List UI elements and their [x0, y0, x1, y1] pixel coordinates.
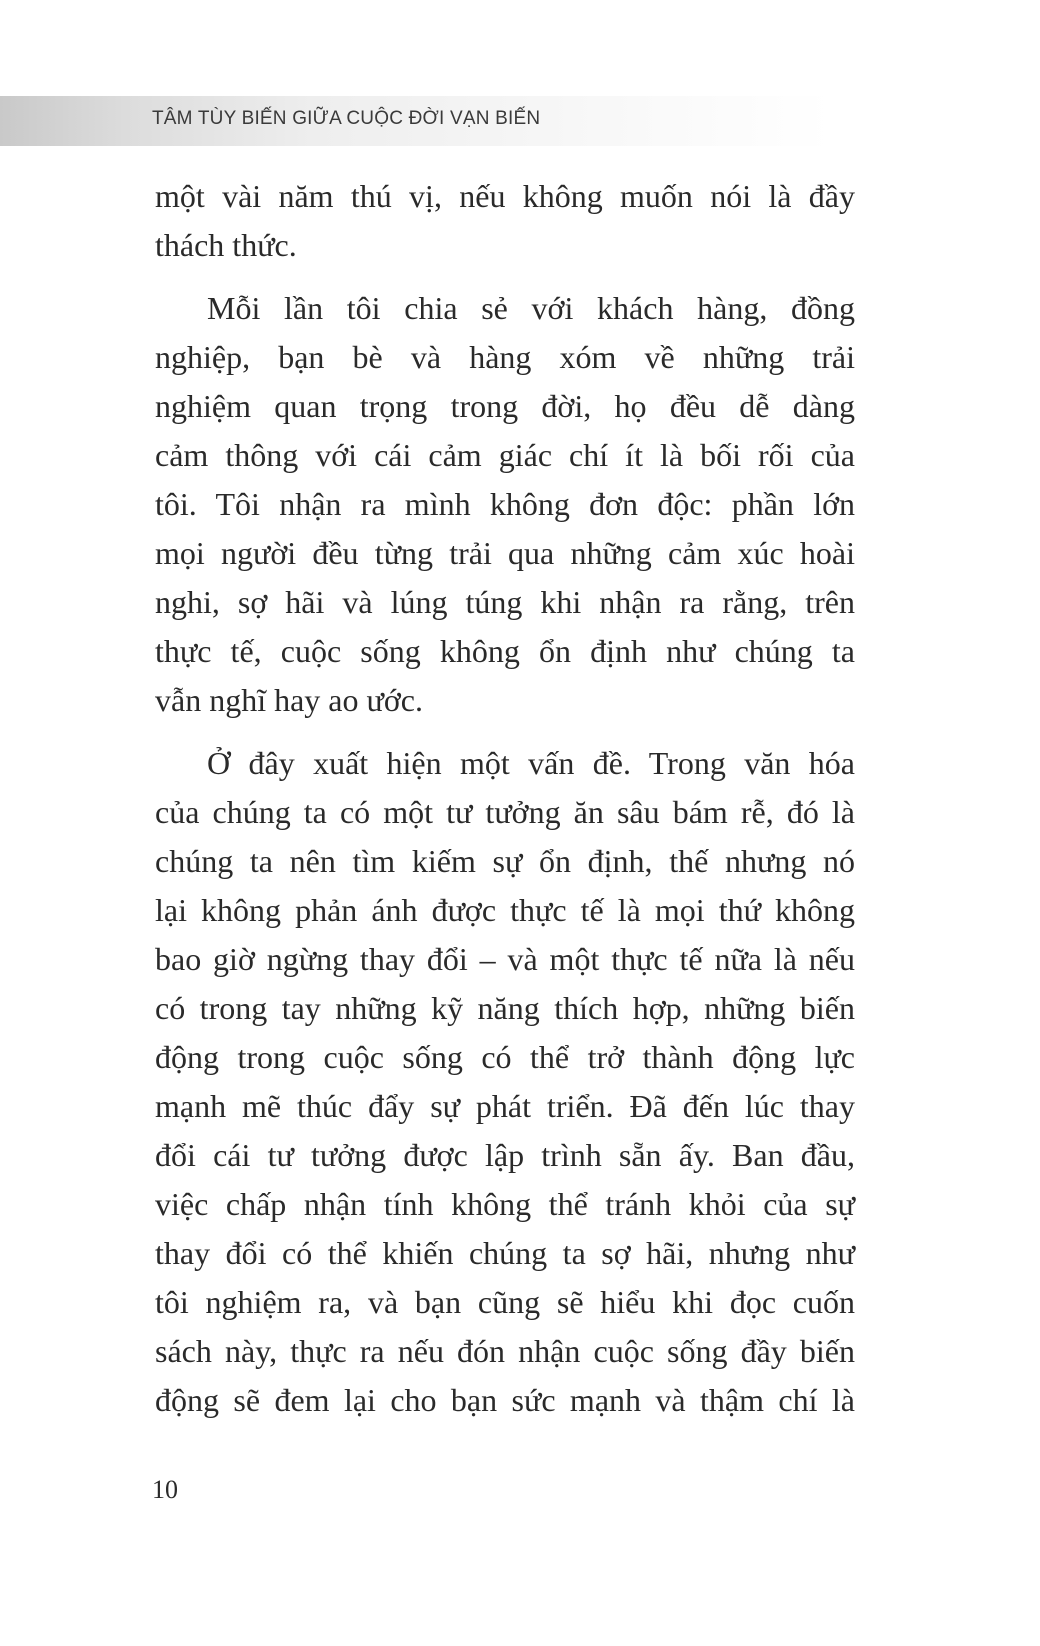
text-line: chúng ta nên tìm kiếm sự ổn định, thế nhưng nó — [155, 843, 855, 879]
paragraph — [155, 739, 855, 1425]
text-line: động trong cuộc sống có thể trở thành động lực — [155, 1039, 855, 1075]
text-line: tôi. Tôi nhận ra mình không đơn độc: phần lớn — [155, 486, 855, 522]
text-line: thực tế, cuộc sống không ổn định như chúng ta — [155, 633, 855, 669]
text-line: tôi nghiệm ra, và bạn cũng sẽ hiểu khi đọc cuốn — [155, 1284, 855, 1320]
text-line: của chúng ta có một tư tưởng ăn sâu bám rễ, đó là — [155, 794, 855, 830]
text-line: nghiệm quan trọng trong đời, họ đều dễ dàng — [155, 388, 855, 424]
text-line: thách thức. — [155, 227, 297, 263]
text-line: vẫn nghĩ hay ao ước. — [155, 682, 423, 718]
running-header-title: TÂM TÙY BIẾN GIỮA CUỘC ĐỜI VẠN BIẾN — [152, 108, 541, 129]
text-line: động sẽ đem lại cho bạn sức mạnh và thậm chí là — [155, 1382, 855, 1418]
text-line: nghiệp, bạn bè và hàng xóm về những trải — [155, 339, 855, 375]
text-line: mạnh mẽ thúc đẩy sự phát triển. Đã đến lúc thay — [155, 1088, 855, 1124]
text-line: có trong tay những kỹ năng thích hợp, những biến — [155, 990, 855, 1026]
text-line: cảm thông với cái cảm giác chí ít là bối rối của — [155, 437, 855, 473]
text-line: nghi, sợ hãi và lúng túng khi nhận ra rằng, trên — [155, 584, 855, 620]
body-text — [155, 172, 855, 1425]
text-line: thay đổi có thể khiến chúng ta sợ hãi, nhưng như — [155, 1235, 855, 1271]
text-line: Mỗi lần tôi chia sẻ với khách hàng, đồng — [207, 290, 855, 326]
text-line: sách này, thực ra nếu đón nhận cuộc sống đầy biến — [155, 1333, 855, 1369]
text-line: lại không phản ánh được thực tế là mọi thứ không — [155, 892, 855, 928]
paragraph — [155, 284, 855, 725]
text-line: mọi người đều từng trải qua những cảm xúc hoài — [155, 535, 855, 571]
text-line: một vài năm thú vị, nếu không muốn nói là đầy — [155, 178, 855, 214]
text-line: đổi cái tư tưởng được lập trình sẵn ấy. Ban đầu, — [155, 1137, 855, 1173]
text-line: Ở đây xuất hiện một vấn đề. Trong văn hóa — [207, 745, 855, 781]
paragraph — [155, 172, 855, 270]
page-number: 10 — [152, 1475, 178, 1504]
text-line: việc chấp nhận tính không thể tránh khỏi của sự — [155, 1186, 855, 1222]
text-line: bao giờ ngừng thay đổi – và một thực tế nữa là nếu — [155, 941, 855, 977]
